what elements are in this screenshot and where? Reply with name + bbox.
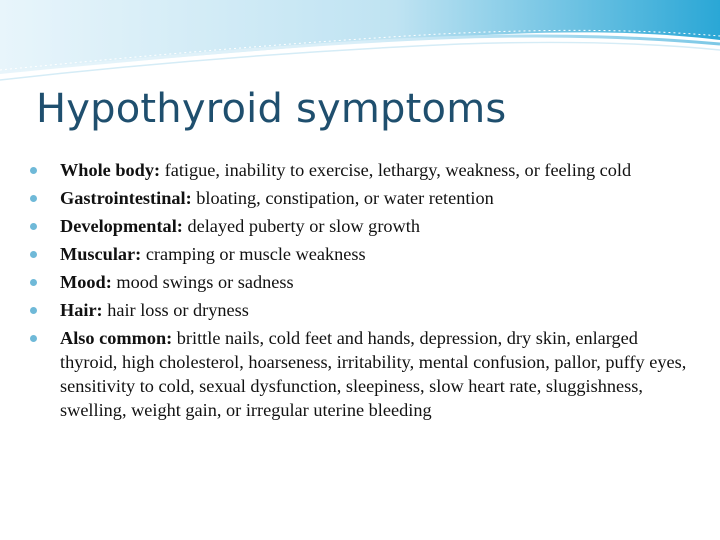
header-wave-banner [0, 0, 720, 90]
bullet-term: Gastrointestinal: [60, 188, 192, 208]
list-item [30, 158, 690, 182]
list-item [30, 242, 690, 266]
bullet-text: brittle nails, cold feet and hands, depression, dry skin, enlarged thyroid, high cholesterol, hoarseness, irritability, mental confusion, pallor, puffy eyes, sensitivity to cold, sexual dysfunction, sleepiness, slow heart rate, sluggishness, swelling, weight gain, or irregular uterine bleeding [60, 328, 687, 420]
list-item [30, 270, 690, 294]
bullet-term: Muscular: [60, 244, 142, 264]
bullet-text: cramping or muscle weakness [141, 244, 366, 264]
bullet-term: Mood: [60, 272, 112, 292]
bullet-dot-icon [30, 195, 37, 202]
symptom-list [30, 158, 690, 426]
slide-title: Hypothyroid symptoms [36, 86, 507, 132]
list-item [30, 186, 690, 210]
list-item [30, 214, 690, 238]
bullet-text: hair loss or dryness [102, 300, 249, 320]
bullet-text: delayed puberty or slow growth [182, 216, 420, 236]
bullet-term: Developmental: [60, 216, 183, 236]
bullet-term: Whole body: [60, 160, 161, 180]
bullet-dot-icon [30, 223, 37, 230]
bullet-dot-icon [30, 279, 37, 286]
bullet-dot-icon [30, 335, 37, 342]
bullet-term: Also common: [60, 328, 173, 348]
bullet-dot-icon [30, 167, 37, 174]
bullet-dot-icon [30, 307, 37, 314]
bullet-text: fatigue, inability to exercise, lethargy, weakness, or feeling cold [160, 160, 632, 180]
bullet-dot-icon [30, 251, 37, 258]
bullet-text: mood swings or sadness [111, 272, 294, 292]
list-item [30, 298, 690, 322]
bullet-term: Hair: [60, 300, 103, 320]
list-item [30, 326, 690, 422]
bullet-text: bloating, constipation, or water retention [191, 188, 494, 208]
